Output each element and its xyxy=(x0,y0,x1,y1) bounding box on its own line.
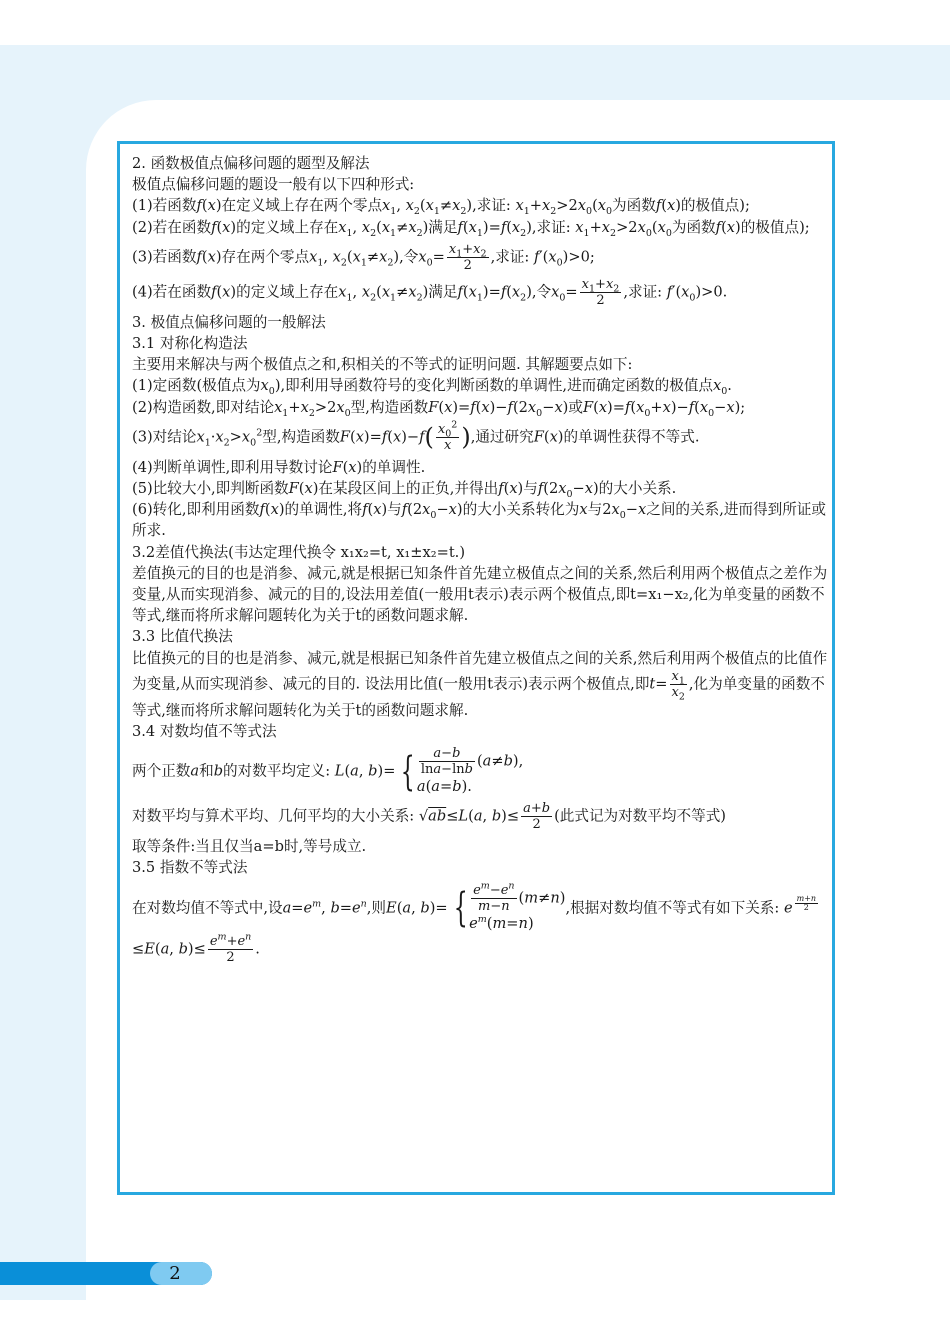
section-3-3-body: 比值换元的目的也是消参、减元,就是根据已知条件首先建立极值点之间的关系,然后利用两个极值点的比值作为变量,从而实现消参、减元的目的. 设法用比值(一般用t表示)表示两个极值点,即t= $\frac{x_1}{x_2}$ ,化为单变量的函数不等式,继而将所求解问题转化为关于t的函数问题求解. xyxy=(132,649,828,719)
section-3-2-title: 3.2差值代换法(韦达定理代换令 x₁x₂=t, x₁±x₂=t.) xyxy=(132,543,466,561)
section-3-1-intro: 主要用来解决与两个极值点之和,积相关的不等式的证明问题. 其解题要点如下: xyxy=(132,356,633,374)
section-3-3-text: 比值换元的目的也是消参、减元,就是根据已知条件首先建立极值点之间的关系,然后利用两个极值点的比值作为变量,从而实现消参、减元的目的. 设法用比值(一般用t表示)表示两个极值点, xyxy=(132,649,828,693)
form-3: (3)若函数f(x)存在两个零点$x_1$, $x_2(x_1\ne x_2)$,令$x_0=$ $\frac{x_1+x_2}{2}$ ,求证: $f'(x_0)>0$; xyxy=(132,241,595,273)
step-1: (1)定函数(极值点为$x_0$),即利用导函数符号的变化判断函数的单调性,进而确定函数的极值点$x_0$. xyxy=(132,377,732,398)
step-5: (5)比较大小,即判断函数F(x)在某段区间上的正负,并得出f(x)与$f(2x_0-x)$的大小关系. xyxy=(132,480,677,500)
section-3-3-tail: ,化为单变量的函数不等式,继而将所求解问题转化为关于t的函数问题求解. xyxy=(132,675,825,719)
log-mean-inequality: 对数平均与算术平均、几何平均的大小关系: √ab≤L(a, b)≤ $\frac{a+b}{2}$ (此式记为对数平均不等式) xyxy=(132,801,726,833)
equality-condition: 取等条件:当且仅当a=b时,等号成立. xyxy=(132,838,367,856)
section-2-title: 2. 函数极值点偏移问题的题型及解法 xyxy=(132,155,370,172)
section-3-4-title: 3.4 对数均值不等式法 xyxy=(132,723,277,741)
section-3-title: 3. 极值点偏移问题的一般解法 xyxy=(132,313,326,331)
exp-mean-definition: 在对数均值不等式中,设$a=e^m$, $b=e^n$,则E(a, b)= { $\frac{e^m-e^n}{m-n}$ (m≠n) $e^m(m=n)$ ,根据对数均值不等式有如下关系: e $^{\frac{m+n}{2}}$ ≤E(a, b)≤ $\frac{e^m+e^n}{2}$ . xyxy=(132,880,817,965)
form-2: (2)若在函数f(x)的定义域上存在$x_1$, $x_2(x_1\ne x_2)$满足$f(x_1)=f(x_2)$,求证: $x_1+x_2>2x_0(x_0$为函数f(x)的极值点); xyxy=(132,218,810,239)
step-6: (6)转化,即利用函数f(x)的单调性,将f(x)与$f(2x_0-x)$的大小关系转化为x与$2x_0-x$之间的关系,进而得到所证或所求. xyxy=(132,501,826,540)
log-mean-definition: 两个正数a和b的对数平均定义: L(a, b)= { $\frac{a-b}{\ln a-\ln b}$ (a≠b), a(a=b). xyxy=(132,746,524,796)
section-3-5-title: 3.5 指数不等式法 xyxy=(132,859,248,877)
section-3-3-title: 3.3 比值代换法 xyxy=(132,628,233,646)
document-body xyxy=(132,153,832,969)
form-4: (4)若在函数f(x)的定义域上存在$x_1$, $x_2(x_1\ne x_2)$满足$f(x_1)=f(x_2)$,令$x_0=$ $\frac{x_1+x_2}{2}$ ,求证: $f'(x_0)>0$. xyxy=(132,276,728,308)
form-1: (1)若函数f(x)在定义域上存在两个零点$x_1$, $x_2(x_1\ne x_2)$,求证: $x_1+x_2>2x_0(x_0$为函数f(x)的极值点); xyxy=(132,197,750,218)
section-2-intro: 极值点偏移问题的题设一般有以下四种形式: xyxy=(132,176,415,194)
section-3-1-title: 3.1 对称化构造法 xyxy=(132,335,248,353)
step-3: (3)对结论$x_1\cdot x_2>x_0^2$型,构造函数F(x)=f(x)−f( $\frac{x_0^2}{x}$ ),通过研究F(x)的单调性获得不等式. xyxy=(132,419,700,453)
section-3-2-body: 差值换元的目的也是消参、减元,就是根据已知条件首先建立极值点之间的关系,然后利用两个极值点之差作为变量,从而实现消参、减元的目的,设法用差值(一般用t表示)表示两个极值点,即t=x₁−x₂,化为单变量的函数不等式,继而将所求解问题转化为关于t的函数问题求解. xyxy=(132,564,828,625)
step-4: (4)判断单调性,即利用导数讨论F(x)的单调性. xyxy=(132,458,426,476)
page-number: 2 xyxy=(169,1263,181,1284)
step-2: (2)构造函数,即对结论$x_1+x_2>2x_0$型,构造函数$F(x)=f(x)-f(2x_0-x)$或$F(x)=f(x_0+x)-f(x_0-x)$; xyxy=(132,398,746,419)
